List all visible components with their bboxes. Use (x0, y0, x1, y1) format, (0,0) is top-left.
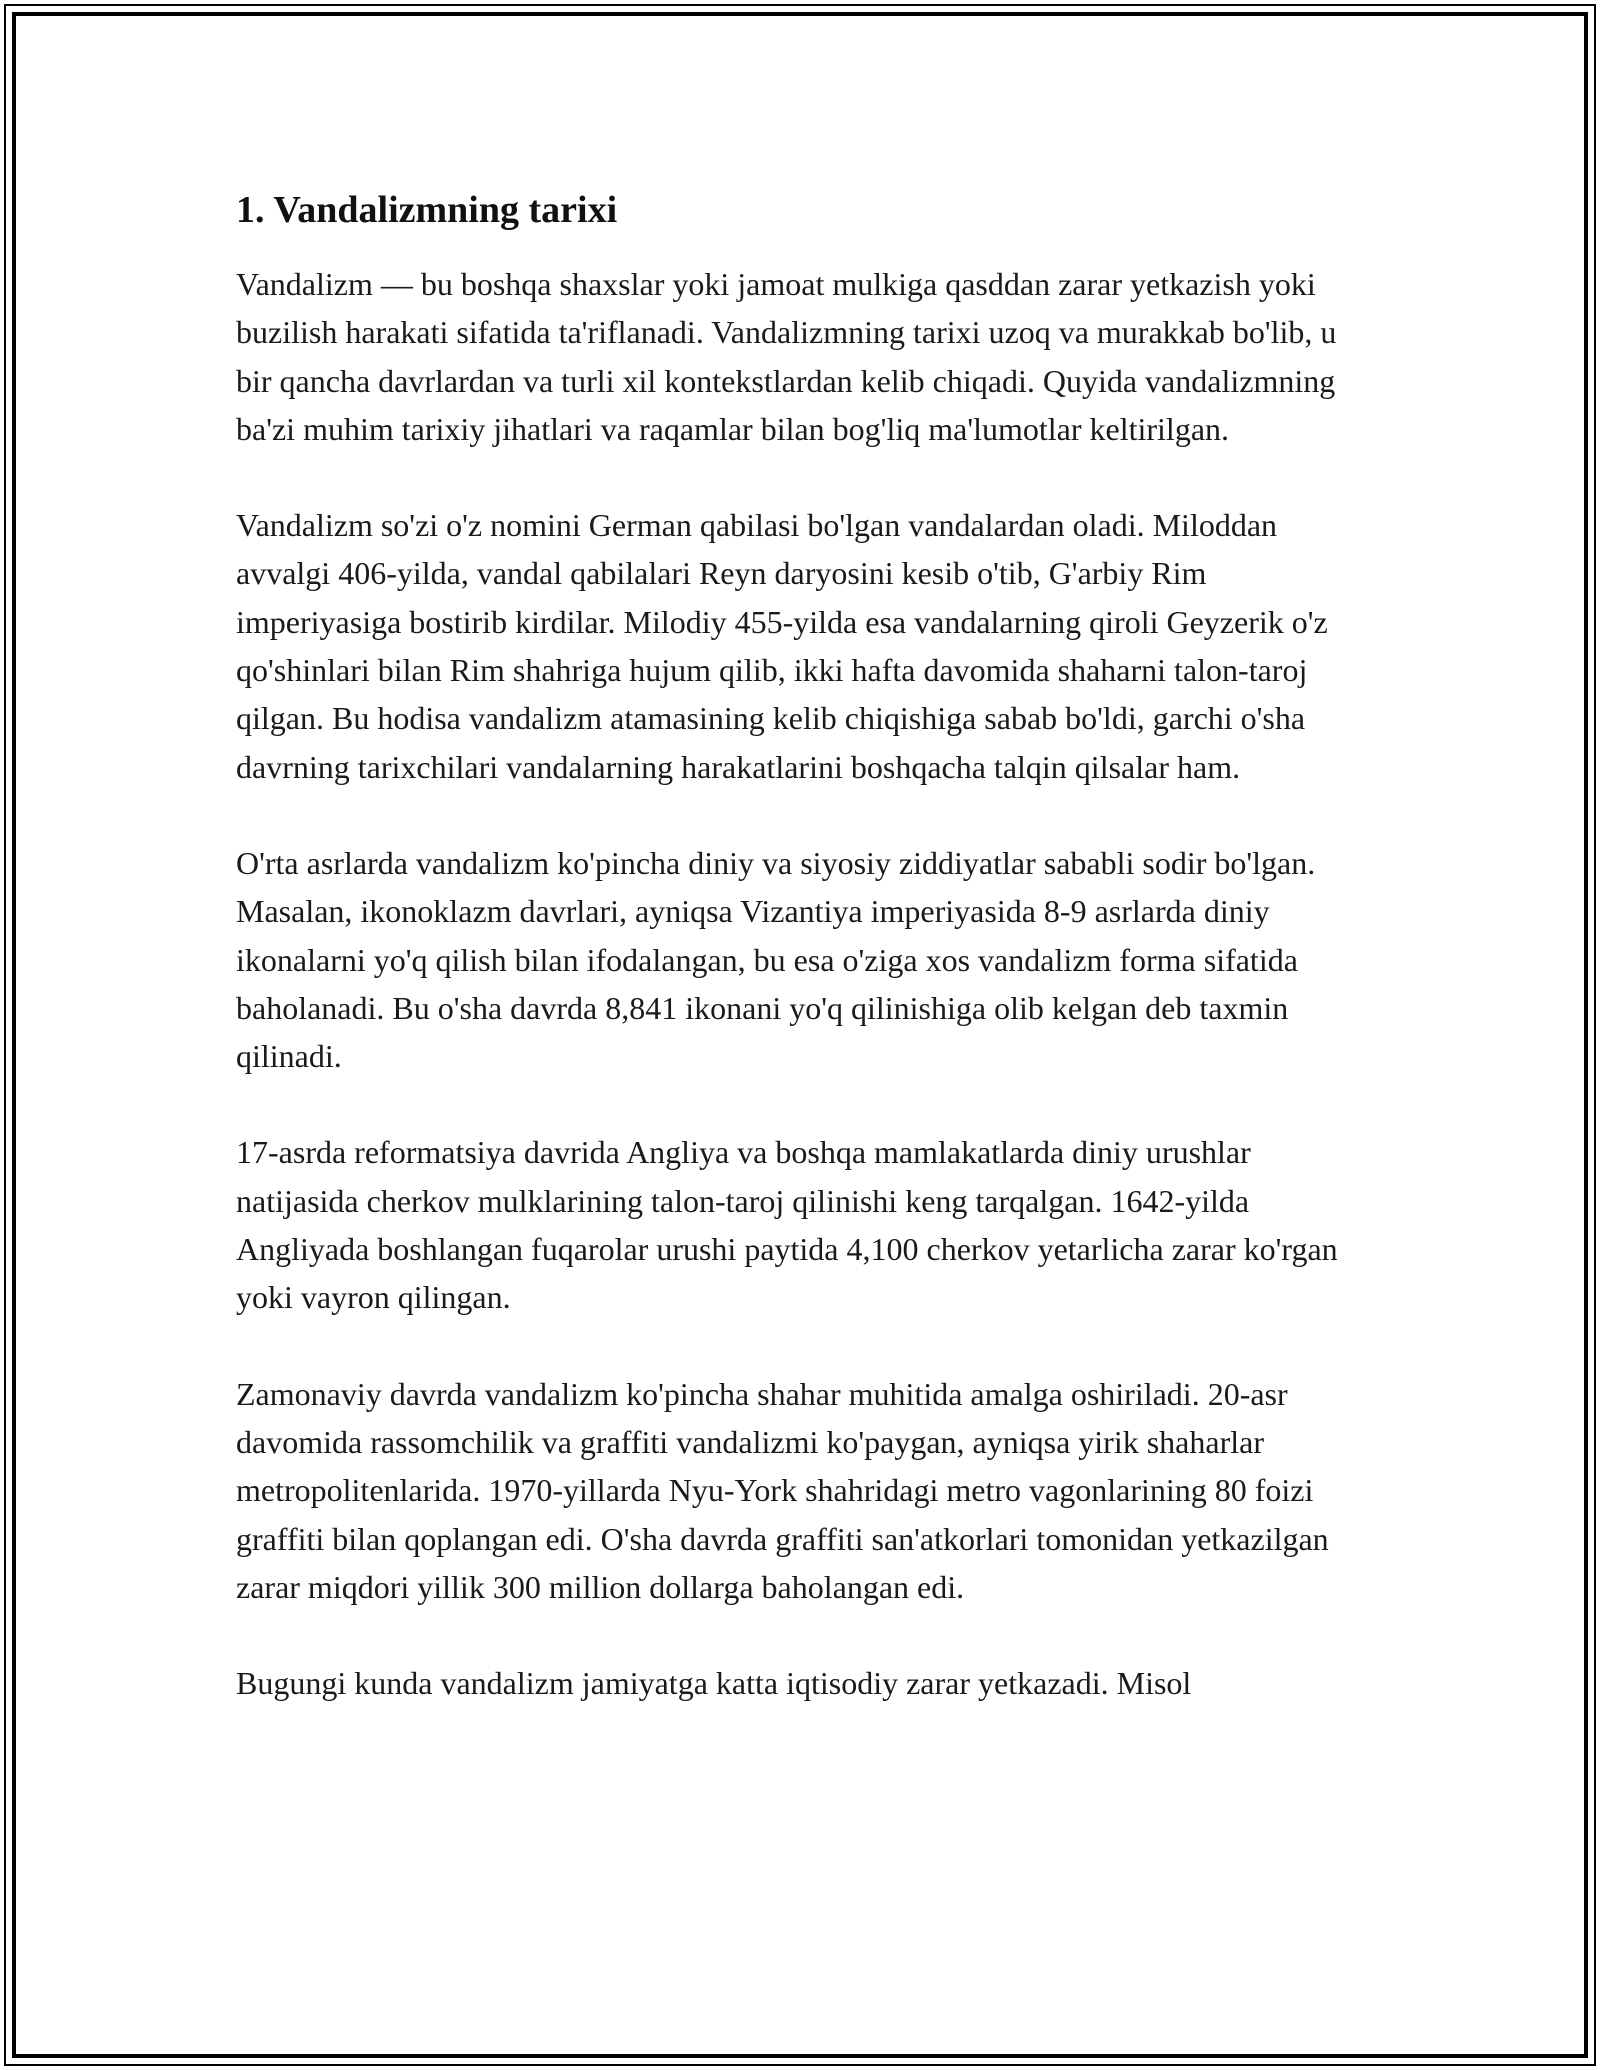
paragraph-17th-century: 17-asrda reformatsiya davrida Angliya va boshqa mamlakatlarda diniy urushlar natijasida cherkov mulklarining talon-taroj qilinishi keng tarqalgan. 1642-yilda Angliyada boshlangan fuqarolar urushi paytida 4,100 cherkov yetarlicha zarar ko'rgan yoki vayron qilingan. (236, 1134, 1338, 1316)
section-heading: 1. Vandalizmning tarixi (236, 189, 618, 231)
document-body (236, 186, 1376, 1755)
paragraph-origin: Vandalizm so'zi o'z nomini German qabilasi bo'lgan vandalardan oladi. Miloddan avvalgi 406-yilda, vandal qabilalari Reyn daryosini kesib o'tib, G'arbiy Rim imperiyasiga bostirib kirdilar. Milodiy 455-yilda esa vandalarning qiroli Geyzerik o'z qo'shinlari bilan Rim shahriga hujum qilib, ikki hafta davomida shaharni talon-taroj qilgan. Bu hodisa vandalizm atamasining kelib chiqishiga sabab bo'ldi, garchi o'sha davrning tarixchilari vandalarning harakatlarini boshqacha talqin qilsalar ham. (236, 507, 1328, 785)
paragraph-definition: Vandalizm — bu boshqa shaxslar yoki jamoat mulkiga qasddan zarar yetkazish yoki buzilish harakati sifatida ta'riflanadi. Vandalizmning tarixi uzoq va murakkab bo'lib, u bir qancha davrlardan va turli xil kontekstlardan kelib chiqadi. Quyida vandalizmning ba'zi muhim tarixiy jihatlari va raqamlar bilan bog'liq ma'lumotlar keltirilgan. (236, 266, 1337, 447)
paragraph-middle-ages: O'rta asrlarda vandalizm ko'pincha diniy va siyosiy ziddiyatlar sababli sodir bo'lgan. Masalan, ikonoklazm davrlari, ayniqsa Vizantiya imperiyasida 8-9 asrlarda diniy ikonalarni yo'q qilish bilan ifodalangan, bu esa o'ziga xos vandalizm forma sifatida baholanadi. Bu o'sha davrda 8,841 ikonani yo'q qilinishiga olib kelgan deb taxmin qilinadi. (236, 844, 1316, 1075)
paragraph-modern-era: Zamonaviy davrda vandalizm ko'pincha shahar muhitida amalga oshiriladi. 20-asr davomida rassomchilik va graffiti vandalizmi ko'paygan, ayniqsa yirik shaharlar metropolitenlarida. 1970-yillarda Nyu-York shahridagi metro vagonlarining 80 foizi graffiti bilan qoplangan edi. O'sha davrda graffiti san'atkorlari tomonidan yetkazilgan zarar miqdori yillik 300 million dollarga baholangan edi. (236, 1375, 1329, 1605)
paragraph-today: Bugungi kunda vandalizm jamiyatga katta iqtisodiy zarar yetkazadi. Misol (236, 1665, 1192, 1702)
